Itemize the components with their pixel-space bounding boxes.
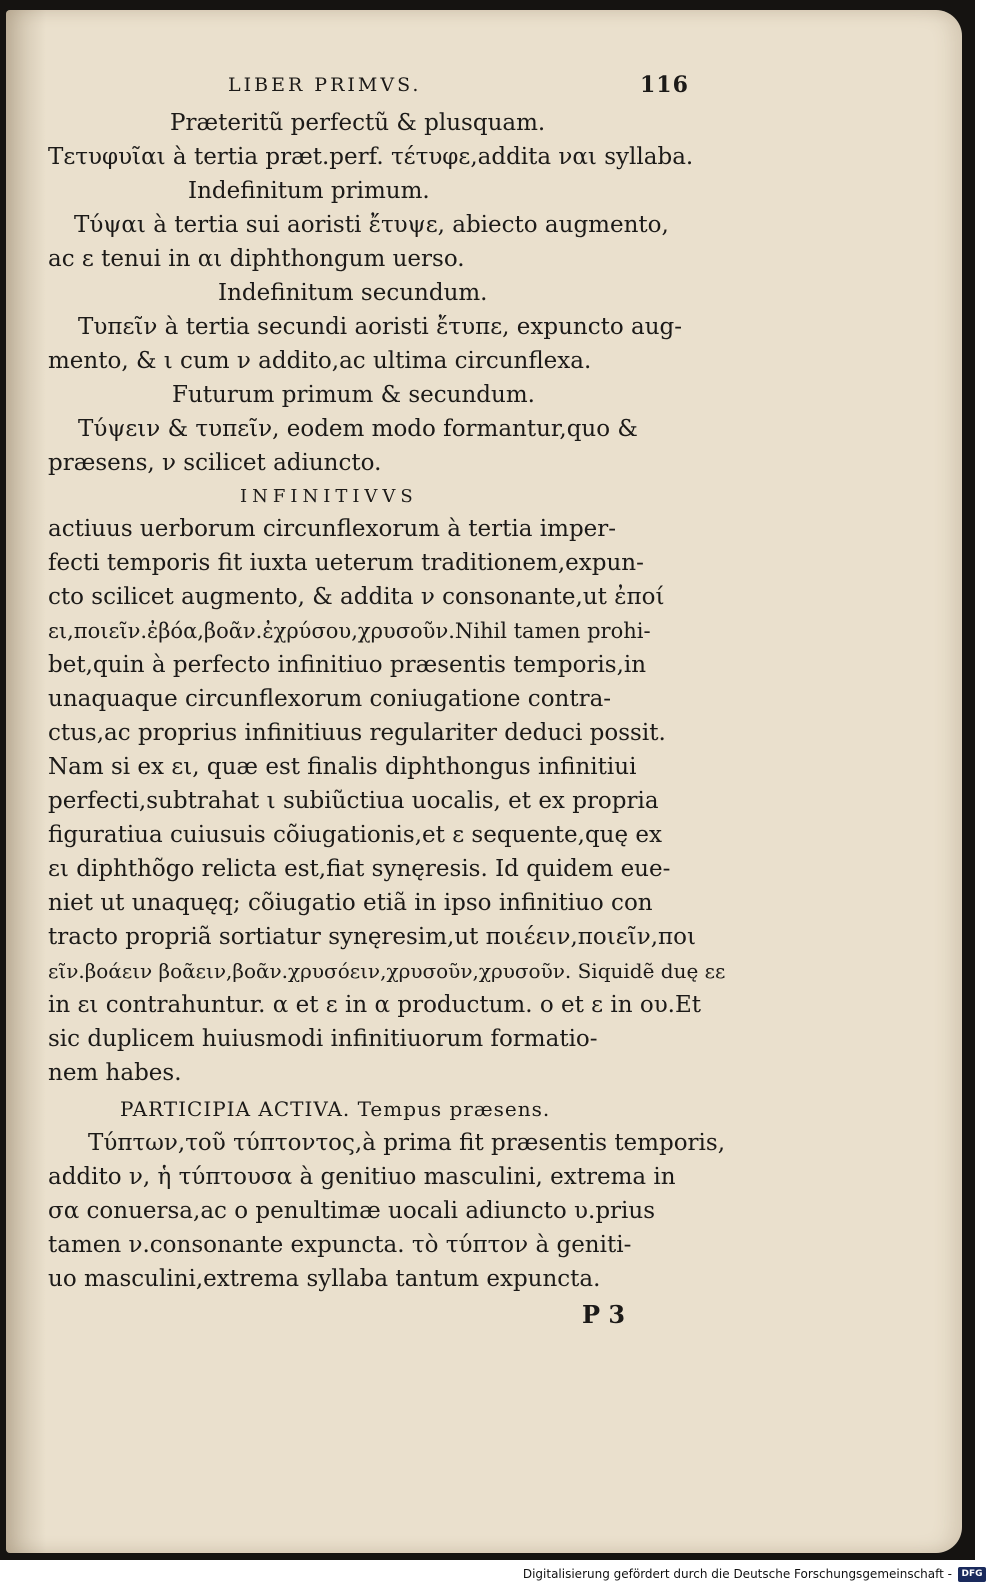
text-line: perfecti,subtrahat ι subiũctiua uocalis, et ex propria bbox=[48, 788, 659, 814]
text-line: cto scilicet augmento, & addita ν consonante,ut ἐποί bbox=[48, 584, 665, 610]
text-line: Τετυφυῖαι à tertia præt.perf. τέτυφε,addita ναι syllaba. bbox=[48, 144, 694, 170]
text-line: ει diphthõgo relicta est,fiat synęresis. Id quidem eue- bbox=[48, 856, 671, 882]
running-title: LIBER PRIMVS. bbox=[228, 74, 422, 96]
section-heading: Præteritũ perfectũ & plusquam. bbox=[170, 110, 546, 136]
section-heading: PARTICIPIA ACTIVA. Tempus præsens. bbox=[120, 1097, 551, 1121]
text-line: Nam si ex ει, quæ est finalis diphthongus infinitiui bbox=[48, 754, 637, 780]
text-line: figuratiua cuiusuis cõiugationis,et ε sequente,quę ex bbox=[48, 822, 663, 848]
section-heading: INFINITIVVS bbox=[240, 486, 418, 507]
text-line: ac ε tenui in αι diphthongum uerso. bbox=[48, 246, 465, 272]
signature-mark: P 3 bbox=[582, 1300, 626, 1329]
text-line: unaquaque circunflexorum coniugatione contra- bbox=[48, 686, 612, 712]
text-line: Τύπτων,τοῦ τύπτοντος,à prima fit præsentis temporis, bbox=[88, 1130, 726, 1156]
text-line: Τύψειν & τυπεῖν, eodem modo formantur,quo & bbox=[78, 416, 638, 442]
text-line: niet ut unaquęq; cõiugatio etiã in ipso infinitiuo con bbox=[48, 890, 653, 916]
text-line: actiuus uerborum circunflexorum à tertia imper- bbox=[48, 516, 617, 542]
digitization-credit: Digitalisierung gefördert durch die Deutsche Forschungsgemeinschaft - bbox=[522, 1567, 952, 1581]
text-line: fecti temporis fit iuxta ueterum traditionem,expun- bbox=[48, 550, 644, 576]
text-line: uo masculini,extrema syllaba tantum expuncta. bbox=[48, 1266, 601, 1292]
text-line: tamen ν.consonante expuncta. τὸ τύπτον à geniti- bbox=[48, 1232, 632, 1258]
page-number: 116 bbox=[640, 72, 689, 98]
text-line: σα conuersa,ac ο penultimæ uocali adiuncto υ.prius bbox=[48, 1198, 656, 1224]
text-line: ctus,ac proprius infinitiuus regulariter deduci possit. bbox=[48, 720, 666, 746]
text-line: mento, & ι cum ν addito,ac ultima circunflexa. bbox=[48, 348, 592, 374]
text-line: tracto propriã sortiatur synęresim,ut ποιέειν,ποιεῖν,ποι bbox=[48, 924, 696, 950]
section-heading: Futurum primum & secundum. bbox=[172, 382, 535, 408]
text-line: Τύψαι à tertia sui aoristi ἔτυψε, abiecto augmento, bbox=[74, 212, 669, 238]
text-line: bet,quin à perfecto infinitiuo præsentis temporis,in bbox=[48, 652, 647, 678]
text-line: sic duplicem huiusmodi infinitiuorum formatio- bbox=[48, 1026, 598, 1052]
text-line: addito ν, ἡ τύπτουσα à genitiuo masculini, extrema in bbox=[48, 1164, 676, 1190]
text-line: in ει contrahuntur. α et ε in α productum. ο et ε in ου.Et bbox=[48, 992, 702, 1018]
dfg-logo: DFG bbox=[958, 1567, 986, 1582]
text-line: Τυπεῖν à tertia secundi aoristi ἔτυπε, expuncto aug- bbox=[78, 314, 683, 340]
text-line: nem habes. bbox=[48, 1060, 182, 1086]
section-heading: Indefinitum primum. bbox=[188, 178, 430, 204]
text-line: ει,ποιεῖν.ἐβόα,βοᾶν.ἐχρύσου,χρυσοῦν.Nihil tamen prohi- bbox=[48, 619, 651, 643]
text-line: præsens, ν scilicet adiuncto. bbox=[48, 450, 382, 476]
section-heading: Indefinitum secundum. bbox=[218, 280, 488, 306]
gutter-shadow bbox=[6, 10, 46, 1553]
text-line: εῖν.βοάειν βοᾶειν,βοᾶν.χρυσόειν,χρυσοῦν,χρυσοῦν. Siquidẽ duę εε bbox=[48, 959, 726, 983]
